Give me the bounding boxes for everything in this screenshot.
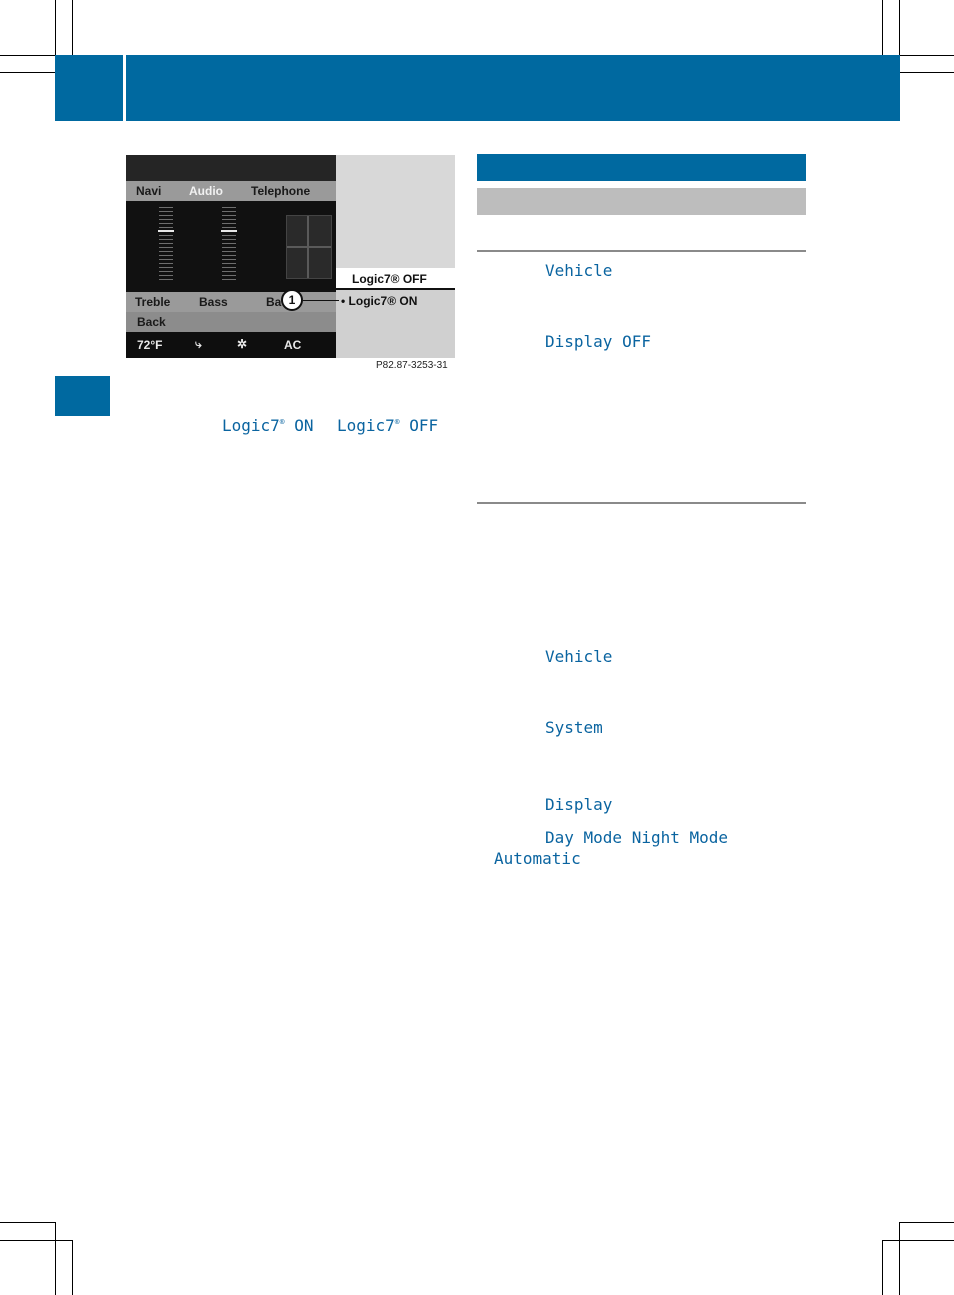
tab-audio: Audio [189,184,223,198]
bass-label: Bass [199,295,228,309]
tab-telephone: Telephone [251,184,311,198]
crop-mark [882,1240,954,1241]
registered-mark: ® [279,417,285,427]
crop-mark [882,0,883,55]
screen-top-bar [126,155,336,181]
logic7-off-text: Logic7 [337,416,395,435]
logic7-off-suffix: OFF [399,416,439,435]
page-header-band [55,55,900,121]
crop-mark [0,55,55,56]
subsection-heading-bar [477,188,806,215]
crop-mark [0,1240,72,1241]
bass-slider-knob [221,230,237,232]
sound-options-bar [126,292,336,312]
section-rule [477,250,806,252]
callout-leader [303,300,339,301]
crop-mark [55,1222,56,1295]
crop-mark [72,0,73,55]
fan-icon: ✲ [237,337,248,351]
balance-label: Ba [266,295,282,309]
section-rule [477,502,806,504]
logic7-off-label: Logic7® OFF [352,272,427,286]
display-off-command: Display OFF [545,332,651,351]
section-heading-bar [477,154,806,181]
audio-screen-figure [126,155,455,358]
crop-mark [882,1240,883,1295]
crop-mark [899,1222,900,1295]
callout-marker: 1 [281,289,303,311]
crop-mark [900,55,954,56]
system-command: System [545,718,603,737]
crop-mark [0,1222,55,1223]
airflow-icon: ⤷ [195,337,202,351]
climate-bar [126,332,336,358]
balance-fader-grid [286,215,332,279]
bass-slider [222,207,236,281]
chapter-tab [55,376,110,416]
ac-label: AC [284,338,302,352]
back-label: Back [137,315,166,329]
tab-navi: Navi [136,184,162,198]
treble-slider [159,207,173,281]
logic7-on-text: Logic7 [222,416,280,435]
back-bar [126,312,336,332]
logic7-on-label: • Logic7® ON [341,294,418,308]
registered-mark: ® [394,417,400,427]
vehicle-command-1: Vehicle [545,261,613,280]
crop-mark [900,1222,954,1223]
treble-label: Treble [135,295,171,309]
header-divider [123,55,126,121]
figure-code: P82.87-3253-31 [376,360,448,371]
vehicle-command-2: Vehicle [545,647,613,666]
temperature-readout: 72°F [137,338,163,352]
main-function-bar [126,181,336,201]
display-command: Display [545,795,613,814]
mode-options: Day Mode Night Mode [545,828,729,847]
logic7-off-command [337,416,438,435]
menu-panel [336,155,455,268]
automatic-option: Automatic [494,849,581,868]
logic7-on-suffix: ON [284,416,314,435]
crop-mark [72,1240,73,1295]
logic7-on-command [222,416,314,435]
treble-slider-knob [158,230,174,232]
